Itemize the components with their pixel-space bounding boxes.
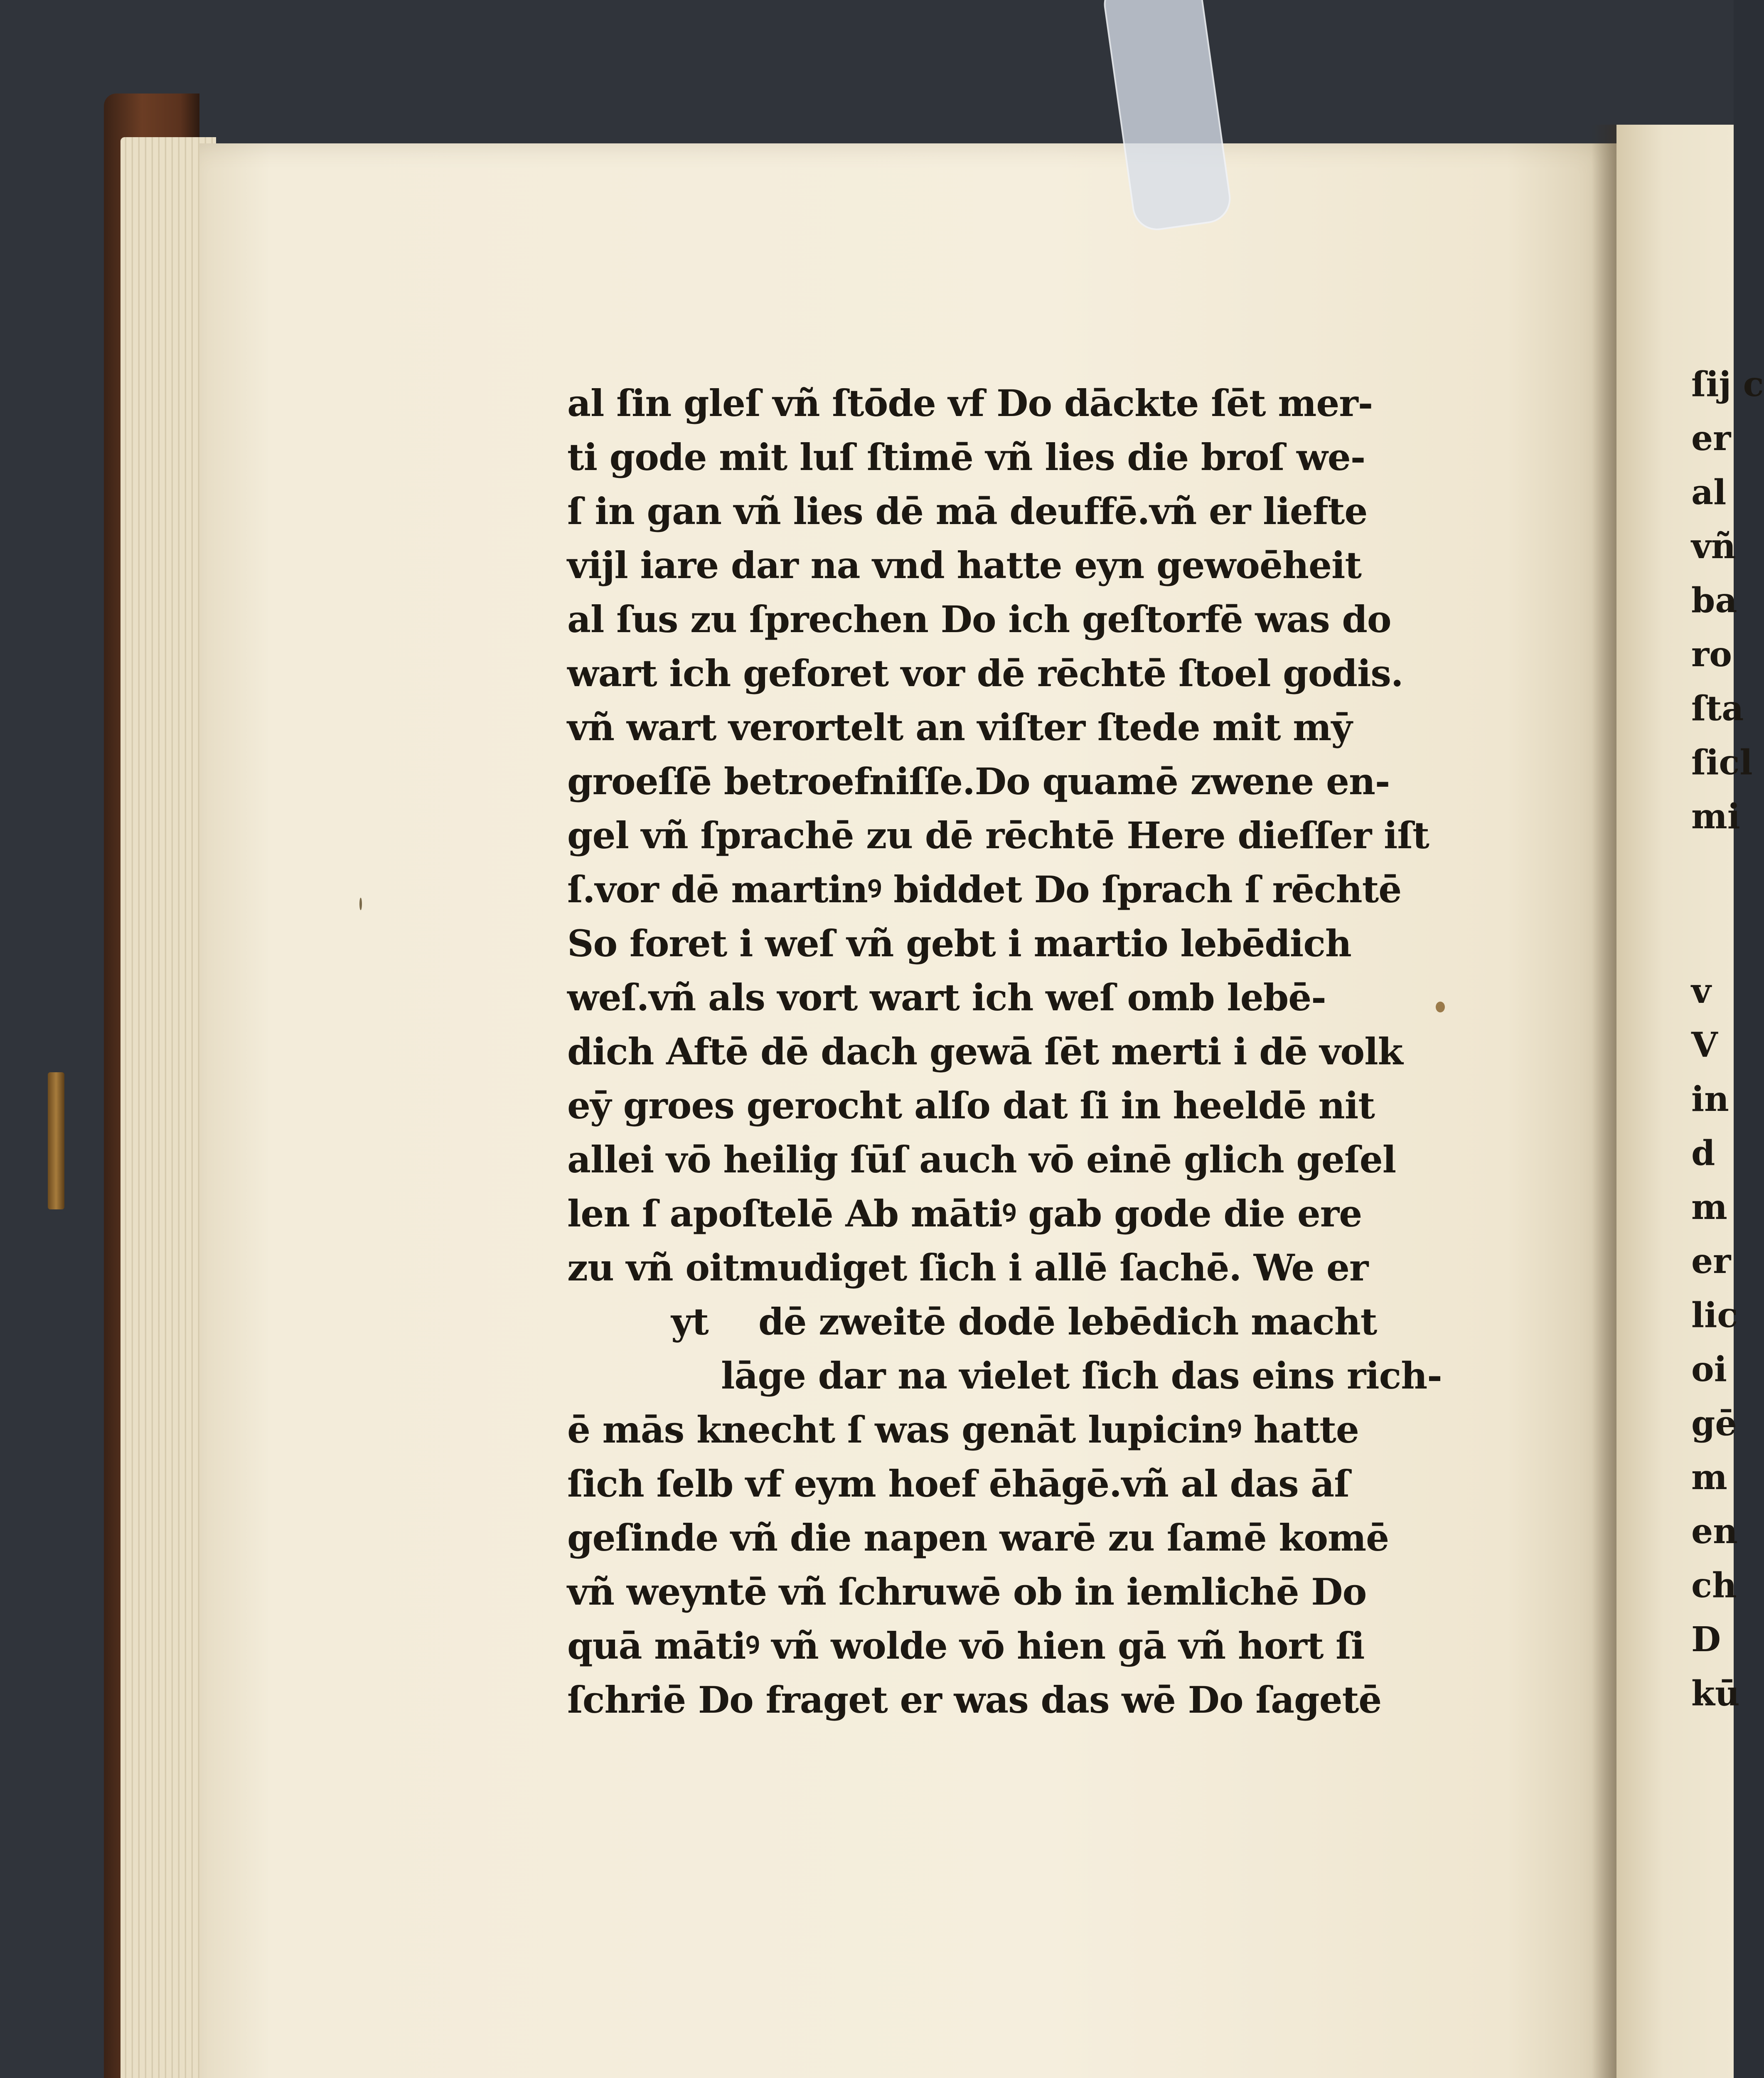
text-line: ſich ſelb vf eym hoef ēhāgē.vñ al das āſ [567, 1462, 1350, 1505]
text-line: mi [1691, 797, 1740, 837]
text-line: m [1691, 1458, 1727, 1497]
text-line: dich Aftē dē dach gewā ſēt merti i dē volk [567, 1030, 1403, 1073]
text-line: vijl iare dar na vnd hatte eyn gewoēheit [567, 544, 1362, 587]
text-line: ti gode mit luſ ſtimē vñ lies die broſ we- [567, 436, 1365, 479]
text-line: ſta [1691, 689, 1744, 729]
text-line: ſ in gan vñ lies dē mā deuffē.vñ er liefte [567, 490, 1368, 533]
text-line: ro [1691, 635, 1732, 675]
book-clasp [48, 1072, 64, 1209]
text-line: in [1691, 1079, 1729, 1119]
text-line: vñ weyntē vñ ſchruwē ob in iemlichē Do [567, 1570, 1367, 1613]
text-line: groeſſē betroefniſſe.Do quamē zwene en- [567, 760, 1390, 803]
text-line: gel vñ ſprachē zu dē rēchtē Here dieſſer iſt [567, 814, 1429, 857]
text-line: ch [1691, 1566, 1737, 1605]
text-line: ba [1691, 581, 1737, 620]
text-line: m [1691, 1187, 1727, 1227]
text-line: vñ [1691, 527, 1736, 566]
text-line: lic [1691, 1295, 1738, 1335]
text-line: len ſ apoſtelē Ab mātiꝰ gab gode die ere [567, 1192, 1362, 1235]
text-line: er [1691, 1241, 1731, 1281]
right-page-text-upper [1691, 357, 1764, 844]
initial-space-line [567, 1295, 1438, 1349]
text-line: weſ.vñ als vort wart ich weſ omb lebē- [567, 976, 1326, 1019]
text-line: D [1691, 1620, 1721, 1659]
text-line: er [1691, 419, 1731, 458]
text-line: en [1691, 1512, 1738, 1551]
text-line: allei vō heilig ſūſ auch vō einē glich geſel [567, 1138, 1396, 1181]
right-page-text-lower [1691, 964, 1740, 1721]
text-line: ſchriē Do fraget er was das wē Do ſagetē [567, 1678, 1382, 1721]
text-line: d [1691, 1133, 1715, 1173]
text-line: v [1691, 971, 1711, 1011]
text-line: ſicl [1691, 743, 1753, 783]
text-line: zu vñ oitmudiget ſich i allē ſachē. We er [567, 1246, 1368, 1289]
text-line: eȳ groes gerocht alſo dat ſi in heeldē nit [567, 1084, 1375, 1127]
text-line: ſ.vor dē martinꝰ biddet Do ſprach ſ rēchtē [567, 868, 1402, 911]
text-line: V [1691, 1025, 1718, 1065]
text-line: kū [1691, 1674, 1740, 1714]
text-line: quā mātiꝰ vñ wolde vō hien gā vñ hort ſi [567, 1624, 1365, 1667]
text-line: vñ wart verortelt an viſter ſtede mit mȳ [567, 706, 1352, 749]
text-line: al [1691, 473, 1727, 512]
text-line: So foret i weſ vñ gebt i martio lebēdich [567, 922, 1351, 965]
text-line: lāge dar na vielet ſich das eins rich- [721, 1354, 1442, 1397]
main-text-column [567, 376, 1442, 1727]
text-line: geſinde vñ die napen warē zu ſamē komē [567, 1516, 1389, 1559]
text-line: ſij c [1691, 364, 1764, 404]
text-line: gē [1691, 1403, 1737, 1443]
text-line: oi [1691, 1349, 1727, 1389]
text-line: al ſin gleſ vñ ſtōde vf Do dāckte ſēt mer- [567, 382, 1373, 425]
guide-letter: yt [671, 1300, 709, 1343]
text-line: dē zweitē dodē lebēdich macht [758, 1300, 1377, 1343]
book-gutter [1592, 125, 1616, 2078]
text-line: ē mās knecht ſ was genāt lupicinꝰ hatte [567, 1408, 1359, 1451]
paper-speck [359, 898, 362, 910]
text-line: al ſus zu ſprechen Do ich geſtorfē was do [567, 598, 1391, 641]
text-line: wart ich geforet vor dē rēchtē ſtoel godis. [567, 652, 1403, 695]
